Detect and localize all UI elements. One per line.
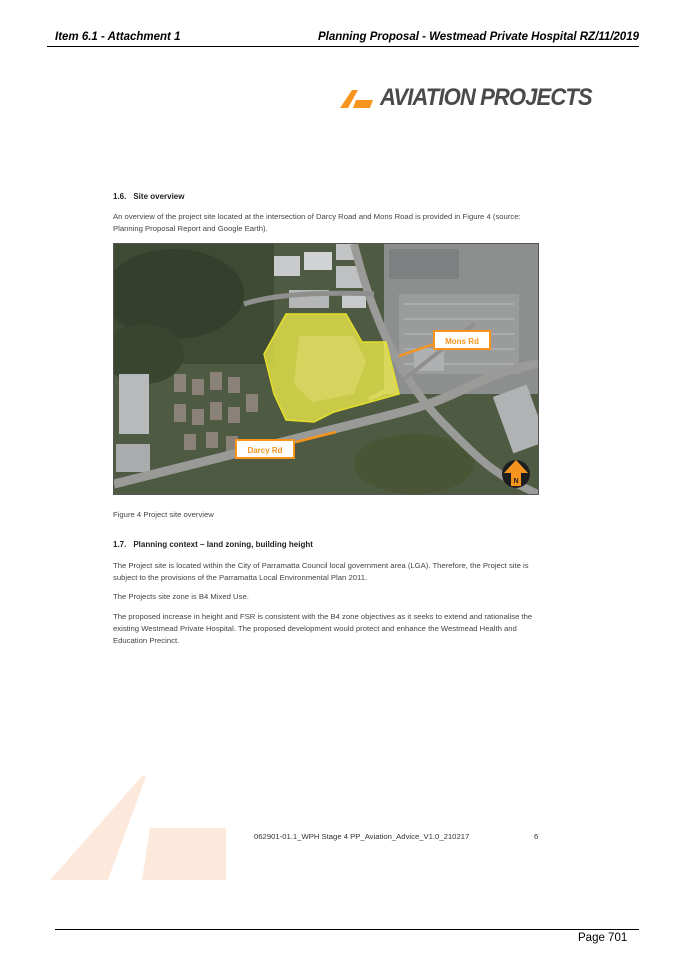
header-rule	[47, 46, 639, 47]
section-title: Site overview	[133, 192, 185, 201]
section-heading-planning-context	[113, 540, 313, 549]
header-left: Item 6.1 - Attachment 1	[55, 31, 181, 43]
logo-text: AVIATION PROJECTS	[380, 84, 592, 111]
north-label: N	[513, 478, 519, 485]
section-heading-site-overview	[113, 192, 184, 201]
planning-paragraph-2: The Projects site zone is B4 Mixed Use.	[113, 592, 249, 601]
footer-rule	[55, 929, 639, 930]
darcy-rd-label: Darcy Rd	[247, 446, 283, 455]
aviation-projects-logo	[340, 84, 610, 112]
site-aerial-map	[113, 243, 539, 495]
page-header	[55, 31, 639, 43]
aerial-map-image	[114, 244, 538, 494]
planning-paragraph-1: The Project site is located within the City of Parramatta Council local government area (LGA). Therefore, the Project site is subject to the provisions of the Parramatta Local Environmental Plan 2011.	[113, 561, 529, 582]
site-overview-paragraph: An overview of the project site located at the intersection of Darcy Road and Mons Road is provided in Figure 4 (source: Planning Proposal Report and Google Earth).	[113, 212, 521, 233]
document-page-number: 6	[534, 832, 539, 841]
header-right: Planning Proposal - Westmead Private Hospital RZ/11/2019	[317, 31, 639, 43]
section-number: 1.7.	[113, 540, 127, 549]
page-number: Page 701	[578, 932, 628, 944]
section-number: 1.6.	[113, 192, 127, 201]
mons-rd-label: Mons Rd	[445, 337, 479, 346]
planning-paragraph-3: The proposed increase in height and FSR is consistent with the B4 zone objectives as it seeks to extend and rationalise the existing Westmead Private Hospital. The proposed development would protect and enhance the Westmead Health and Education Precinct.	[113, 612, 533, 645]
figure-caption: Figure 4 Project site overview	[113, 510, 214, 519]
section-title: Planning context – land zoning, building height	[133, 540, 313, 549]
logo-watermark-icon	[50, 776, 226, 880]
north-arrow-icon	[502, 460, 530, 488]
logo-mark-icon	[340, 86, 374, 110]
document-reference: 062901-01.1_WPH Stage 4 PP_Aviation_Advice_V1.0_210217	[254, 832, 470, 841]
